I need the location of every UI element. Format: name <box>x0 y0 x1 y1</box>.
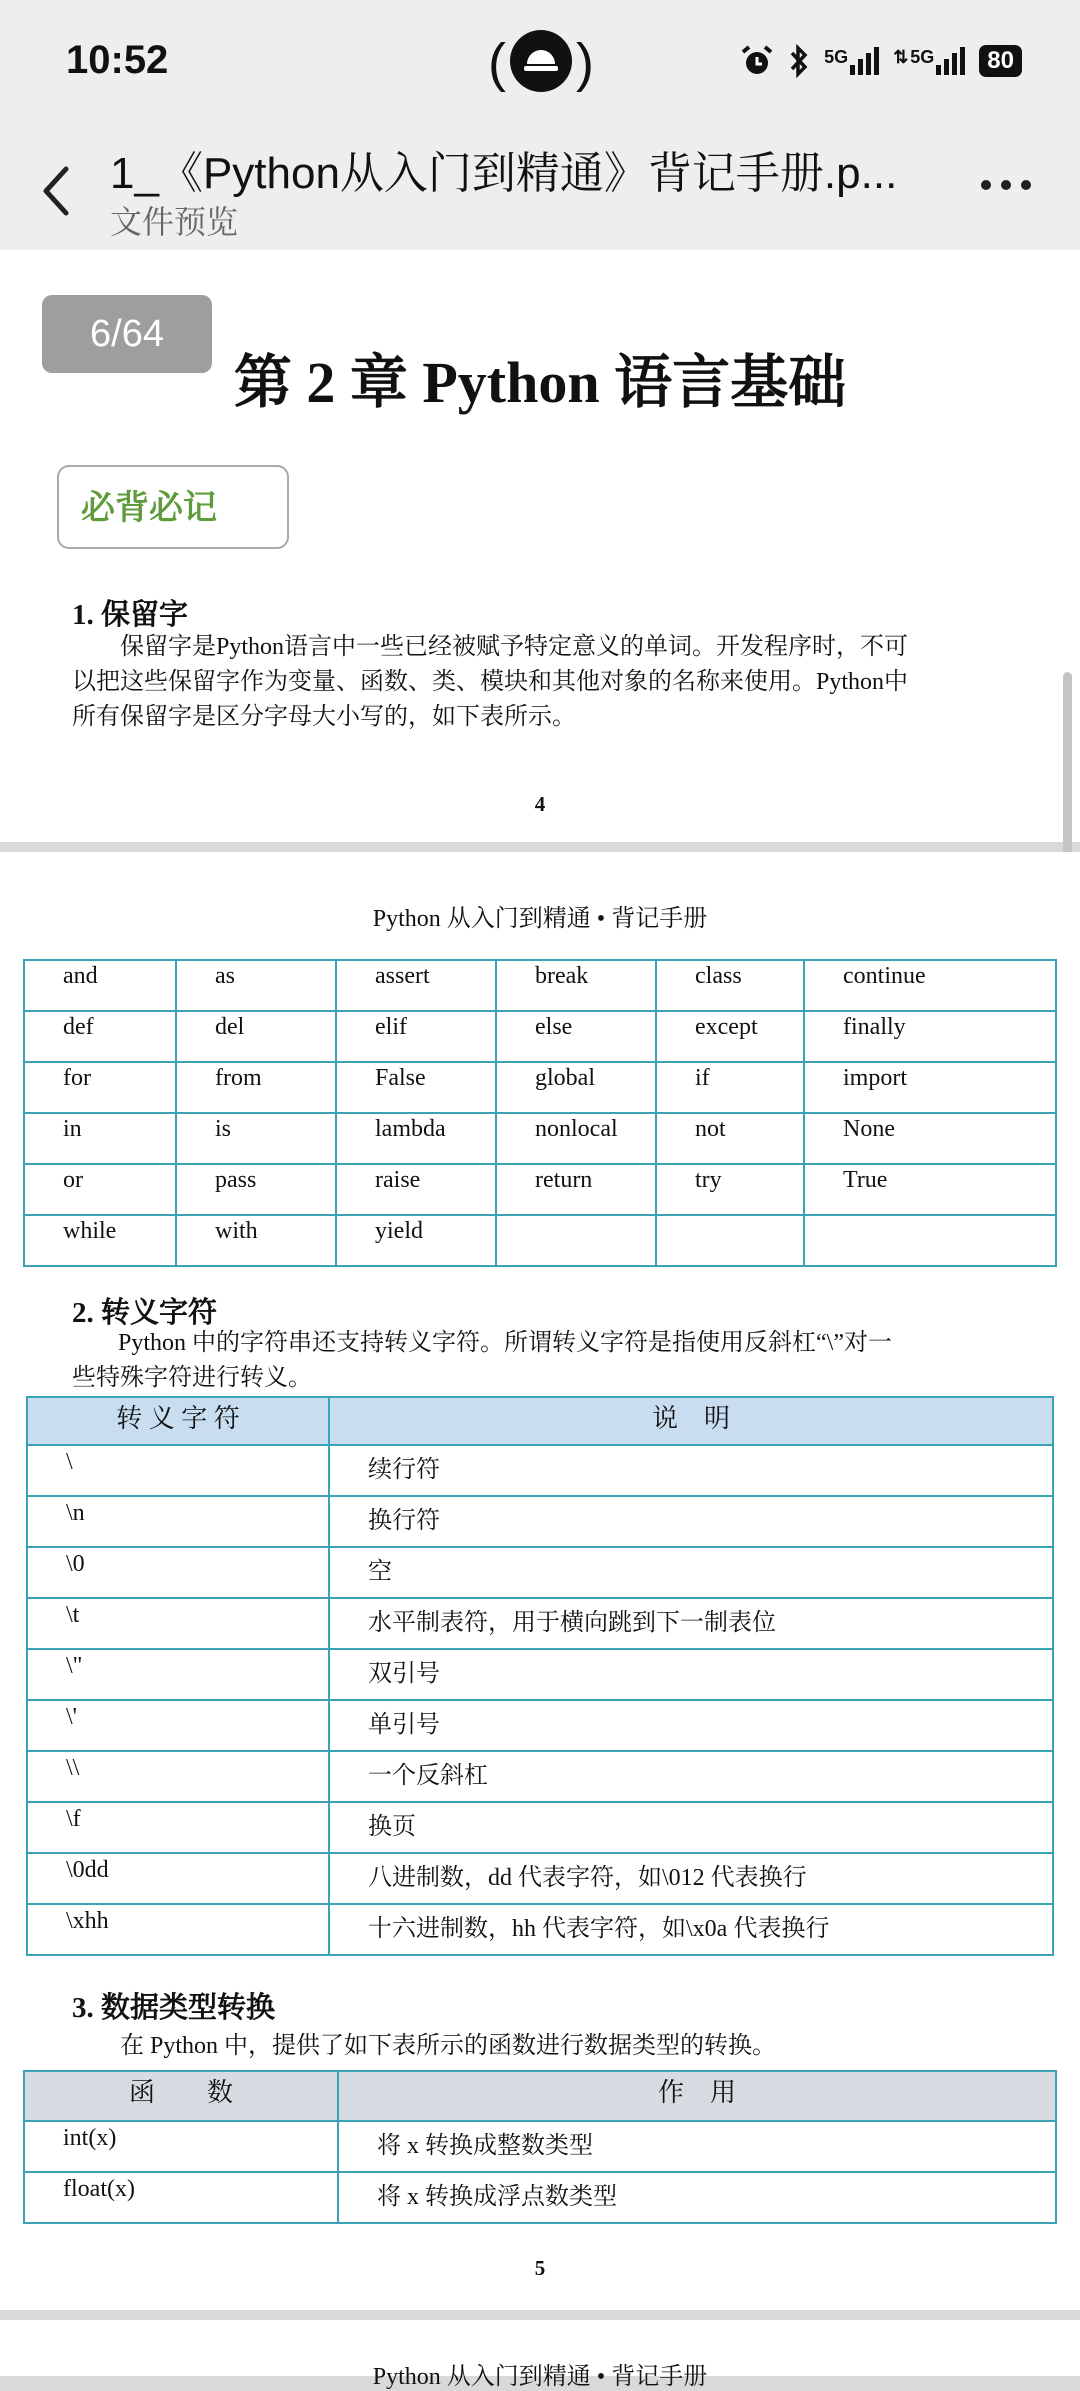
island-right-bracket: ) <box>576 33 594 93</box>
table-cell: or <box>24 1164 176 1215</box>
table-cell: \\ <box>27 1751 329 1802</box>
table-cell: del <box>176 1011 336 1062</box>
table-cell: break <box>496 960 656 1011</box>
table-cell <box>804 1215 1056 1266</box>
table-cell: assert <box>336 960 496 1011</box>
table-row <box>24 2172 1056 2223</box>
table-cell: finally <box>804 1011 1056 1062</box>
page-number: 5 <box>534 2256 546 2280</box>
table-row <box>27 1751 1053 1802</box>
table-cell: 水平制表符，用于横向跳到下一制表位 <box>329 1598 1053 1649</box>
table-cell: True <box>804 1164 1056 1215</box>
battery-icon: 80 <box>979 45 1022 77</box>
table-cell: 将 x 转换成浮点数类型 <box>338 2172 1056 2223</box>
table-cell: lambda <box>336 1113 496 1164</box>
table-cell: for <box>24 1062 176 1113</box>
table-row <box>27 1649 1053 1700</box>
table-cell: 八进制数，dd 代表字符，如\012 代表换行 <box>329 1853 1053 1904</box>
table-cell: else <box>496 1011 656 1062</box>
table-cell: float(x) <box>24 2172 338 2223</box>
table-cell: \" <box>27 1649 329 1700</box>
table-cell: \xhh <box>27 1904 329 1955</box>
keywords-table <box>23 959 1057 1267</box>
table-cell: 一个反斜杠 <box>329 1751 1053 1802</box>
table-cell: from <box>176 1062 336 1113</box>
document-subtitle: 文件预览 <box>110 203 239 241</box>
table-cell: elif <box>336 1011 496 1062</box>
table-row <box>27 1853 1053 1904</box>
table-cell: import <box>804 1062 1056 1113</box>
table-row <box>27 1700 1053 1751</box>
table-cell: def <box>24 1011 176 1062</box>
section-heading-conversion: 3. 数据类型转换 <box>72 1992 276 2024</box>
table-row <box>24 1113 1056 1164</box>
table-cell: 换页 <box>329 1802 1053 1853</box>
must-memorize-badge: 必背必记 <box>57 465 289 549</box>
table-row <box>24 1164 1056 1215</box>
table-cell: \ <box>27 1445 329 1496</box>
table-cell: and <box>24 960 176 1011</box>
island-left-bracket: ( <box>488 33 506 93</box>
table-cell: pass <box>176 1164 336 1215</box>
table-cell: int(x) <box>24 2121 338 2172</box>
table-cell: False <box>336 1062 496 1113</box>
table-cell: is <box>176 1113 336 1164</box>
escape-chars-table <box>26 1396 1054 1956</box>
table-cell: \' <box>27 1700 329 1751</box>
bluetooth-icon <box>788 44 810 78</box>
table-row <box>24 960 1056 1011</box>
section-heading-keywords: 1. 保留字 <box>72 599 189 631</box>
table-row <box>24 1062 1056 1113</box>
table-cell: global <box>496 1062 656 1113</box>
table-cell: \0dd <box>27 1853 329 1904</box>
table-cell: yield <box>336 1215 496 1266</box>
table-cell: 将 x 转换成整数类型 <box>338 2121 1056 2172</box>
table-cell: 换行符 <box>329 1496 1053 1547</box>
table-row <box>27 1496 1053 1547</box>
table-cell: 续行符 <box>329 1445 1053 1496</box>
back-arrow-icon[interactable] <box>36 161 76 221</box>
status-icons <box>740 44 1022 78</box>
table-cell: \0 <box>27 1547 329 1598</box>
table-cell: class <box>656 960 804 1011</box>
table-cell: 单引号 <box>329 1700 1053 1751</box>
pdf-page-5 <box>0 852 1080 2310</box>
table-row <box>27 1547 1053 1598</box>
escape-paragraph: Python 中的字符串还支持转义字符。所谓转义字符是指使用反斜杠“\”对一 些特殊字符进行转义。 <box>70 1330 892 1391</box>
dynamic-island <box>488 26 592 98</box>
conversion-table <box>23 2070 1057 2224</box>
table-cell: with <box>176 1215 336 1266</box>
alarm-icon <box>740 44 774 78</box>
table-row <box>24 2121 1056 2172</box>
table-row <box>24 1011 1056 1062</box>
table-row <box>27 1445 1053 1496</box>
keywords-paragraph: 保留字是Python语言中一些已经被赋予特定意义的单词。开发程序时，不可 以把这些保留字作为变量、函数、类、模块和其他对象的名称来使用。Python中 所有保留字是区分字母大小写的，如下表所示。 <box>72 634 909 730</box>
signal-sim2-icon: ⇅ 5G <box>893 47 965 75</box>
pdf-page-4 <box>0 250 1080 842</box>
table-cell: return <box>496 1164 656 1215</box>
table-cell: nonlocal <box>496 1113 656 1164</box>
table-cell: in <box>24 1113 176 1164</box>
table-header: 转 义 字 符 <box>27 1397 329 1445</box>
table-header: 说 明 <box>329 1397 1053 1445</box>
running-head: Python 从入门到精通 • 背记手册 <box>372 2364 708 2390</box>
table-cell: \t <box>27 1598 329 1649</box>
chapter-title: 第 2 章 Python 语言基础 <box>233 350 847 415</box>
table-cell: as <box>176 960 336 1011</box>
more-options-icon[interactable] <box>976 165 1036 205</box>
running-head: Python 从入门到精通 • 背记手册 <box>372 906 708 932</box>
page-number: 4 <box>534 792 546 816</box>
table-cell: 双引号 <box>329 1649 1053 1700</box>
table-row <box>27 1598 1053 1649</box>
table-cell: except <box>656 1011 804 1062</box>
table-cell: 空 <box>329 1547 1053 1598</box>
conversion-paragraph: 在 Python 中，提供了如下表所示的函数进行数据类型的转换。 <box>72 2033 777 2059</box>
table-cell: try <box>656 1164 804 1215</box>
section-heading-escape: 2. 转义字符 <box>72 1297 218 1329</box>
table-cell: \f <box>27 1802 329 1853</box>
table-cell: None <box>804 1113 1056 1164</box>
table-cell: 十六进制数，hh 代表字符，如\x0a 代表换行 <box>329 1904 1053 1955</box>
table-cell: while <box>24 1215 176 1266</box>
table-row <box>27 1904 1053 1955</box>
table-cell <box>496 1215 656 1266</box>
table-row <box>27 1802 1053 1853</box>
signal-sim1-icon: 5G <box>824 47 879 75</box>
table-cell: not <box>656 1113 804 1164</box>
status-bar <box>0 0 1080 125</box>
table-cell: \n <box>27 1496 329 1547</box>
table-cell: if <box>656 1062 804 1113</box>
table-header: 函 数 <box>24 2071 338 2121</box>
pdf-page-6 <box>0 2320 1080 2390</box>
document-title: 1_《Python从入门到精通》背记手册.p... <box>110 149 898 198</box>
island-activity-icon <box>510 30 572 92</box>
table-cell <box>656 1215 804 1266</box>
table-row <box>24 1215 1056 1266</box>
app-bar <box>0 125 1080 250</box>
table-cell: continue <box>804 960 1056 1011</box>
clock: 10:52 <box>66 38 169 82</box>
table-header: 作 用 <box>338 2071 1056 2121</box>
page-counter: 6/64 <box>42 295 212 373</box>
table-cell: raise <box>336 1164 496 1215</box>
